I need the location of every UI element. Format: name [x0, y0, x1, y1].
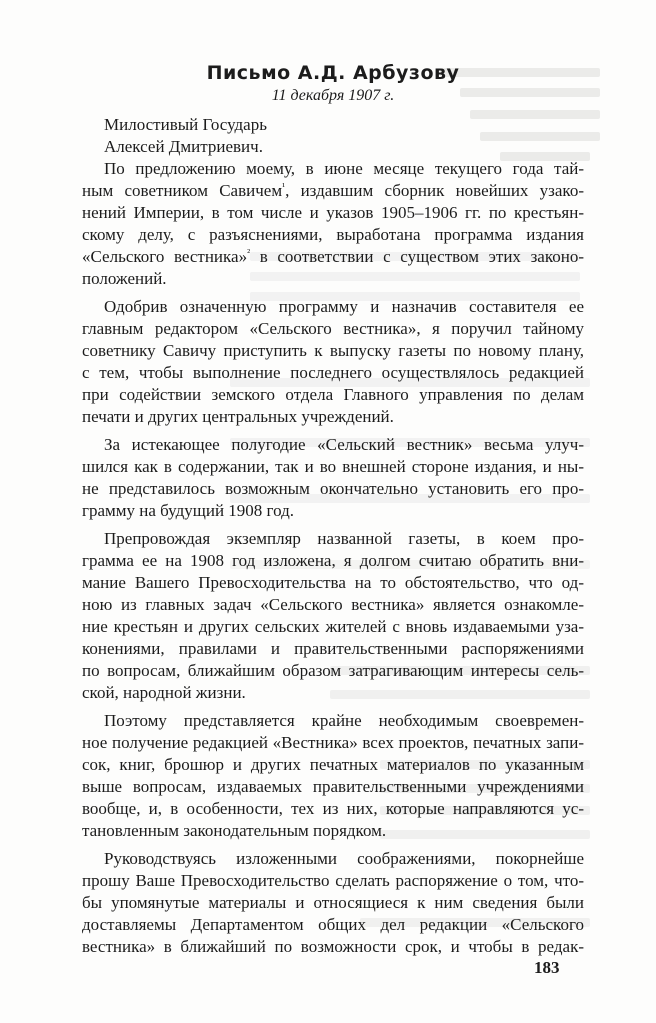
page-number: 183 [534, 958, 560, 977]
letter [82, 62, 584, 964]
paragraph-line: грамму на будущий 1908 год. [82, 501, 295, 520]
paragraph-line: выше вопросам, издаваемых правительственными учреждениями [82, 777, 584, 796]
paragraph-line: Поэтому представляется крайне необходимым своевремен- [104, 711, 584, 730]
paragraph-line: тановленным законодательным порядком. [82, 821, 387, 840]
paragraph-5 [82, 710, 584, 842]
paragraph-line [82, 246, 584, 268]
salutation-text-2: Алексей Дмитриевич. [104, 137, 263, 156]
paragraph-line: ное получение редакцией «Вестника» всех проектов, печатных запи- [82, 733, 584, 752]
paragraph-line: по вопросам, ближайшим образом затрагивающим интересы сель- [82, 661, 584, 680]
paragraph-text: , издавшим сборник новейших узако- [285, 181, 584, 200]
paragraph-line: Руководствуясь изложенными соображениями, покорнейше [104, 849, 584, 868]
paragraph-2 [82, 296, 584, 428]
paragraph-line: вестника» в ближайший по возможности срок, и чтобы в редак- [82, 937, 584, 956]
salutation-text-1: Милостивый Государь [104, 115, 267, 134]
paragraph-text: «Сельского вестника» [82, 247, 248, 266]
paragraph-line: прошу Ваше Превосходительство сделать распоряжение о том, что- [82, 871, 584, 890]
paragraph-line: положений. [82, 269, 167, 288]
paragraph-line: шился как в содержании, так и во внешней стороне издания, и ны- [82, 457, 584, 476]
paragraph-line: По предложению моему, в июне месяце текущего года тай- [104, 159, 584, 178]
paragraph-1 [82, 158, 584, 290]
paragraph-line: с тем, чтобы выполнение последнего осуществлялось редакцией [82, 363, 584, 382]
paragraph-line: ною из главных задач «Сельского вестника» является ознакомле- [82, 595, 584, 614]
paragraph-line: печати и других центральных учреждений. [82, 407, 394, 426]
footnote-marker-1: ¹ [282, 181, 286, 193]
paragraph-line: Одобрив означенную программу и назначив составителя ее [104, 297, 584, 316]
salutation-line-2 [82, 136, 584, 158]
paragraph-text: ным советником Савичем [82, 181, 283, 200]
paragraph-line: За истекающее полугодие «Сельский вестник» весьма улуч- [104, 435, 584, 454]
paragraph-line: бы упомянутые материалы и относящиеся к ним сведения были [82, 893, 584, 912]
paragraph-3 [82, 434, 584, 522]
paragraph-line: конениями, правилами и правительственными распоряжениями [82, 639, 584, 658]
paragraph-4 [82, 528, 584, 704]
paragraph-line: советнику Савичу приступить к выпуску газеты по новому плану, [82, 341, 584, 360]
paragraph-text: в соответствии с существом этих законо- [250, 247, 584, 266]
paragraph-line: ской, народной жизни. [82, 683, 246, 702]
paragraph-line: при содействии земского отдела Главного управления по делам [82, 385, 584, 404]
paragraph-line: вообще, и, в особенности, тех из них, которые направляются ус- [82, 799, 584, 818]
paragraph-line [82, 180, 584, 202]
paragraph-6 [82, 848, 584, 958]
paragraph-line: сок, книг, брошюр и других печатных материалов по указанным [82, 755, 584, 774]
letter-date: 11 декабря 1907 г. [271, 87, 395, 104]
paragraph-line: не представилось возможным окончательно установить его про- [82, 479, 584, 498]
paragraph-line: главным редактором «Сельского вестника», я поручил тайному [82, 319, 584, 338]
paragraph-line: Препровождая экземпляр названной газеты, в коем про- [104, 529, 584, 548]
paragraph-line: мание Вашего Превосходительства на то обстоятельство, что од- [82, 573, 584, 592]
paragraph-line: доставляемы Департаментом общих дел редакции «Сельского [82, 915, 584, 934]
paragraph-line: ние крестьян и других сельских жителей с вновь издаваемыми уза- [82, 617, 584, 636]
paragraph-line: грамма ее на 1908 год изложена, я долгом считаю обратить вни- [82, 551, 584, 570]
paragraph-line: нений Империи, в том числе и указов 1905–1906 гг. по крестьян- [82, 203, 584, 222]
letter-title: Письмо А.Д. Арбузову [206, 62, 460, 84]
footnote-marker-2: ² [247, 247, 251, 259]
salutation-line-1 [82, 114, 584, 136]
paragraph-line: скому делу, с разъяснениями, выработана программа издания [82, 225, 584, 244]
